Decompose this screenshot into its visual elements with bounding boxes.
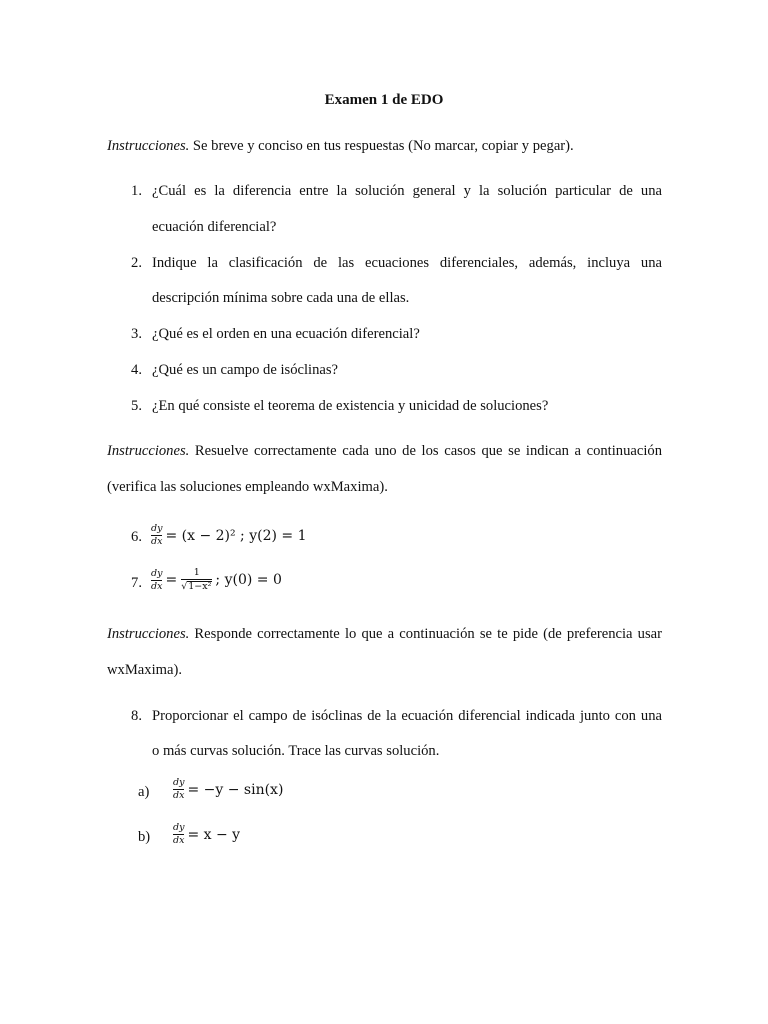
question-line: ecuación diferencial? bbox=[152, 219, 277, 235]
question-line: ¿En qué consiste el teorema de existencia y unicidad de soluciones? bbox=[152, 398, 549, 414]
instructions-1 bbox=[107, 138, 662, 155]
fraction-top: dy bbox=[151, 567, 163, 579]
question-line: Proporcionar el campo de isóclinas de la ecuación diferencial indicada junto con una bbox=[152, 708, 662, 724]
fraction-top: dy bbox=[173, 822, 185, 833]
fraction-top: dy bbox=[173, 777, 185, 788]
instructions-2-line1 bbox=[107, 443, 662, 460]
equation-7: $\frac{dy}{dx}$ = 1 √ 1−x² ; y(0) = 0 bbox=[151, 567, 282, 592]
question-line: ¿Qué es un campo de isóclinas? bbox=[152, 362, 339, 378]
problem-number: 6. bbox=[131, 529, 142, 545]
sqrt-expression: √ 1−x² bbox=[181, 580, 212, 592]
question-line: o más curvas solución. Trace las curvas solución. bbox=[152, 743, 440, 759]
question-number: 8. bbox=[131, 708, 142, 724]
fraction-bottom: dx bbox=[151, 580, 163, 592]
page-title: Examen 1 de EDO bbox=[324, 92, 444, 108]
question-number: 4. bbox=[131, 362, 142, 378]
rhs-fraction bbox=[181, 568, 212, 592]
derivative-fraction bbox=[173, 778, 184, 801]
equation-6 bbox=[151, 524, 307, 547]
question-number: 2. bbox=[131, 255, 142, 271]
subitem-label: a) bbox=[138, 784, 150, 800]
instructions-label: Instrucciones. bbox=[107, 443, 190, 459]
fraction-top: 1 bbox=[193, 567, 200, 578]
instructions-2-line2: (verifica las soluciones empleando wxMaxima). bbox=[107, 479, 388, 495]
problem-number: 7. bbox=[131, 575, 142, 591]
equation-rhs: = −y − sin(x) bbox=[187, 781, 284, 798]
question-line: descripción mínima sobre cada una de ellas. bbox=[152, 290, 410, 306]
derivative-fraction bbox=[151, 569, 162, 592]
equation-rhs: = (x − 2)² ; y(2) = 1 bbox=[165, 527, 307, 544]
instructions-label: Instrucciones. bbox=[107, 626, 190, 642]
instructions-text: Responde correctamente lo que a continuación se te pide (de preferencia usar bbox=[189, 626, 662, 642]
fraction-top: dy bbox=[151, 523, 163, 534]
equation-8b bbox=[173, 823, 240, 846]
subitem-label: b) bbox=[138, 829, 151, 845]
fraction-bottom: dx bbox=[173, 790, 185, 801]
question-line: Indique la clasificación de las ecuaciones diferenciales, además, incluya una bbox=[152, 255, 662, 271]
instructions-label: Instrucciones. bbox=[107, 138, 190, 154]
derivative-fraction bbox=[173, 823, 184, 846]
fraction-bottom: dx bbox=[151, 536, 163, 547]
question-number: 3. bbox=[131, 326, 142, 342]
equation-tail: ; y(0) = 0 bbox=[215, 572, 282, 588]
equation-8a bbox=[173, 778, 283, 801]
question-line: ¿Qué es el orden en una ecuación diferencial? bbox=[152, 326, 420, 342]
fraction-bottom: 1−x² bbox=[188, 581, 212, 592]
instructions-3-line1 bbox=[107, 626, 662, 643]
equation-rhs: = x − y bbox=[187, 826, 241, 843]
instructions-3-line2: wxMaxima). bbox=[107, 662, 182, 678]
question-number: 1. bbox=[131, 183, 142, 199]
question-line: ¿Cuál es la diferencia entre la solución general y la solución particular de una bbox=[152, 183, 662, 199]
instructions-text: Resuelve correctamente cada uno de los casos que se indican a continuación bbox=[189, 443, 662, 459]
instructions-text: Se breve y conciso en tus respuestas (No marcar, copiar y pegar). bbox=[189, 138, 574, 154]
question-number: 5. bbox=[131, 398, 142, 414]
derivative-fraction bbox=[151, 524, 162, 547]
fraction-bottom: dx bbox=[173, 835, 185, 846]
